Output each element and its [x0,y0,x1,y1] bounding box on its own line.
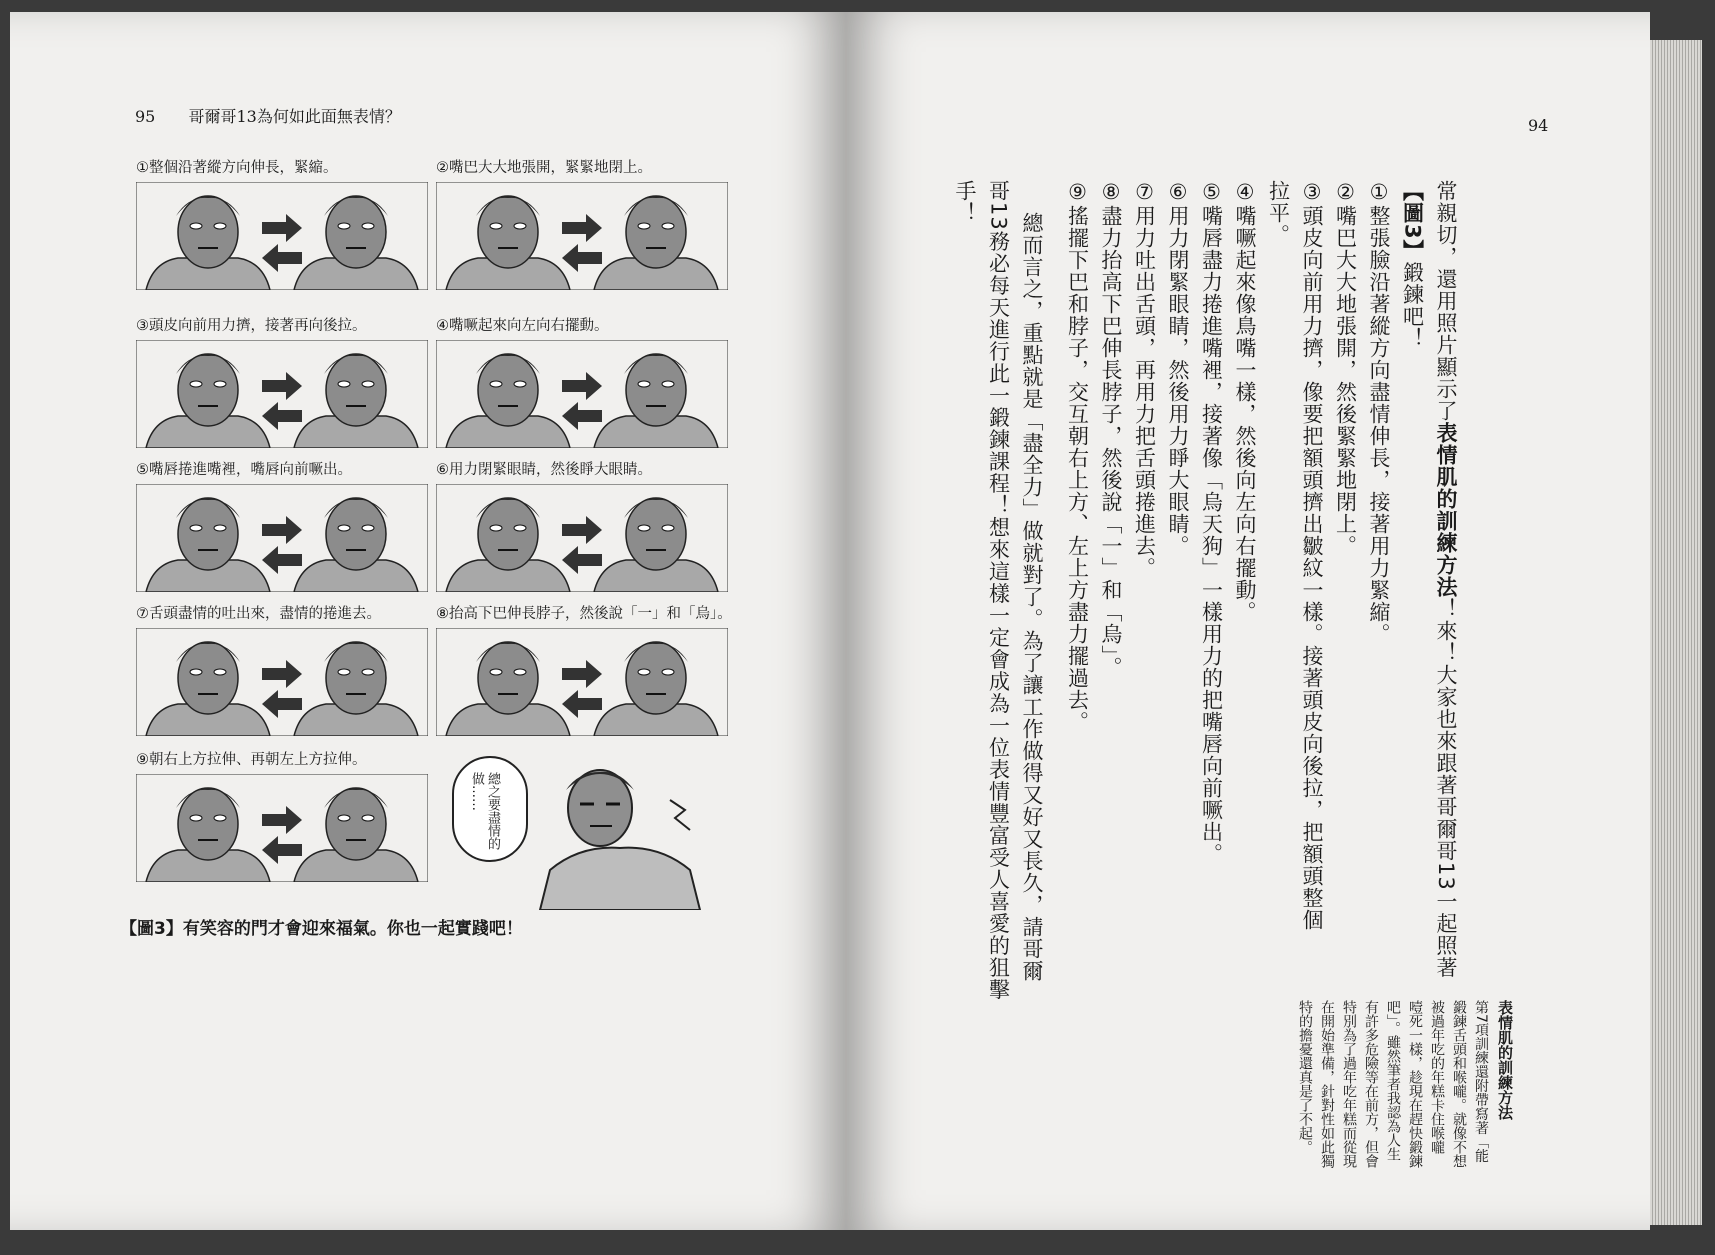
exercise-panel [436,314,728,454]
panel-caption: ②嘴巴大大地張開，緊緊地閉上。 [436,160,652,176]
exercise-panel [436,458,728,598]
panel-caption: ⑥用力閉緊眼睛，然後睜大眼睛。 [436,462,652,478]
column-bold: 表情肌的訓練方法 [1434,422,1458,598]
column-bold: 【圖3】 [1400,180,1425,262]
column-pre: 手！ [953,180,977,224]
body-text-column [1162,180,1194,557]
body-text-column [1016,212,1048,982]
face-illustration [136,340,428,448]
face-illustration [436,484,728,592]
column-pre: ⑧盡力抬高下巴伸長脖子，然後說「一」和「烏」。 [1099,180,1123,679]
column-pre: 總而言之，重點就是「盡全力」做就對了。為了讓工作做得又好又長久，請哥爾 [1020,212,1044,982]
column-pre: ⑨搖擺下巴和脖子，交互朝右上方、左上方盡力擺過去。 [1065,180,1090,733]
column-pre: ②嘴巴大大地張開，然後緊緊地閉上。 [1333,180,1358,557]
body-text-column [1363,180,1395,645]
figure-caption: 【圖3】有笑容的門才會迎來福氣。你也一起實踐吧！ [120,919,523,939]
panel-caption: ⑤嘴唇捲進嘴裡，嘴唇向前噘出。 [136,462,352,478]
sidebar-line: 第7項訓練還附帶寫著「能 [1473,1000,1489,1163]
body-text-column [1196,180,1228,865]
panel-caption: ④嘴噘起來向左向右擺動。 [436,318,609,334]
speech-bubble-text: 總之要盡情的做…… [469,772,500,850]
panel-caption: ①整個沿著縱方向伸長，緊縮。 [136,160,338,176]
column-pre: ①整張臉沿著縱方向盡情伸長，接著用力緊縮。 [1367,180,1391,645]
body-text-column [1229,180,1261,623]
face-illustration [436,182,728,290]
sidebar-title: 表情肌的訓練方法 [1496,1000,1514,1120]
column-pre: 哥13務必每天進行此一鍛鍊課程！想來這樣一定會成為一位表情豐富受人喜愛的狙擊 [986,180,1011,1001]
face-illustration [436,340,728,448]
column-pre: ⑦用力吐出舌頭，再用力把舌頭捲進去。 [1132,180,1157,579]
body-text-column [1062,180,1094,733]
face-illustration [136,182,428,290]
face-illustration [136,628,428,736]
exercise-panel [436,602,732,742]
left-page-number: 95 [135,107,156,126]
sidebar-line: 在開始準備，針對性如此獨 [1319,1000,1335,1168]
exercise-panel [436,156,728,296]
sidebar-line: 吧」。雖然筆者我認為人生 [1385,1000,1401,1161]
body-text-column [1430,180,1462,979]
body-text-column [1397,180,1429,350]
speaker-illustration [520,760,720,910]
panel-caption: ⑦舌頭盡情的吐出來，盡情的捲進去。 [136,606,381,622]
sidebar-line: 特的擔憂還真是了不起。 [1297,1000,1313,1154]
body-text-column [1263,180,1295,246]
column-pre: 常親切，還用照片顯示了 [1434,180,1458,422]
sidebar-line: 被過年吃的年糕卡住喉嚨 [1429,1000,1445,1154]
panel-caption: ⑧抬高下巴伸長脖子，然後說「一」和「烏」。 [436,606,732,622]
exercise-panel [136,458,428,598]
panel-caption: ③頭皮向前用力擠，接著再向後拉。 [136,318,367,334]
exercise-panel [136,602,428,742]
speech-bubble [452,756,528,862]
body-text-column [949,180,981,224]
body-text-column [1330,180,1362,557]
right-page-number: 94 [1528,116,1549,135]
column-pre: ③頭皮向前用力擠，像要把額頭擠出皺紋一樣。接著頭皮向後拉，把額頭整個 [1300,180,1324,931]
exercise-panel [136,156,428,296]
sidebar-line: 特別為了過年吃年糕而從現 [1341,1000,1357,1168]
column-pre: ⑥用力閉緊眼睛，然後用力睜大眼睛。 [1166,180,1190,557]
running-title: 哥爾哥13為何如此面無表情？ [188,107,401,126]
exercise-panel [136,314,428,454]
sidebar-line: 有許多危險等在前方，但會 [1363,1000,1379,1168]
body-text-column [1129,180,1161,579]
column-pre: ⑤嘴唇盡力捲進嘴裡，接著像「烏天狗」一樣用力的把嘴唇向前噘出。 [1199,180,1224,865]
sidebar-line: 噎死一樣，趁現在趕快鍛鍊 [1407,1000,1423,1168]
column-post: ！來！大家也來跟著哥爾哥13一起照著 [1434,598,1458,979]
exercise-panel [136,748,428,888]
body-text-column [1095,180,1127,679]
body-text-column [1296,180,1328,931]
panel-caption: ⑨朝右上方拉伸、再朝左上方拉伸。 [136,752,367,768]
body-text-column [983,180,1015,1001]
page-edges [1650,40,1702,1225]
sidebar-line: 鍛鍊舌頭和喉嚨。就像不想 [1451,1000,1467,1168]
column-pre: 拉平。 [1266,180,1291,246]
face-illustration [136,484,428,592]
column-pre: ④嘴噘起來像鳥嘴一樣，然後向左向右擺動。 [1233,180,1257,623]
face-illustration [436,628,728,736]
face-illustration [136,774,428,882]
left-page-header [135,104,401,127]
column-post: 鍛鍊吧！ [1400,261,1425,350]
